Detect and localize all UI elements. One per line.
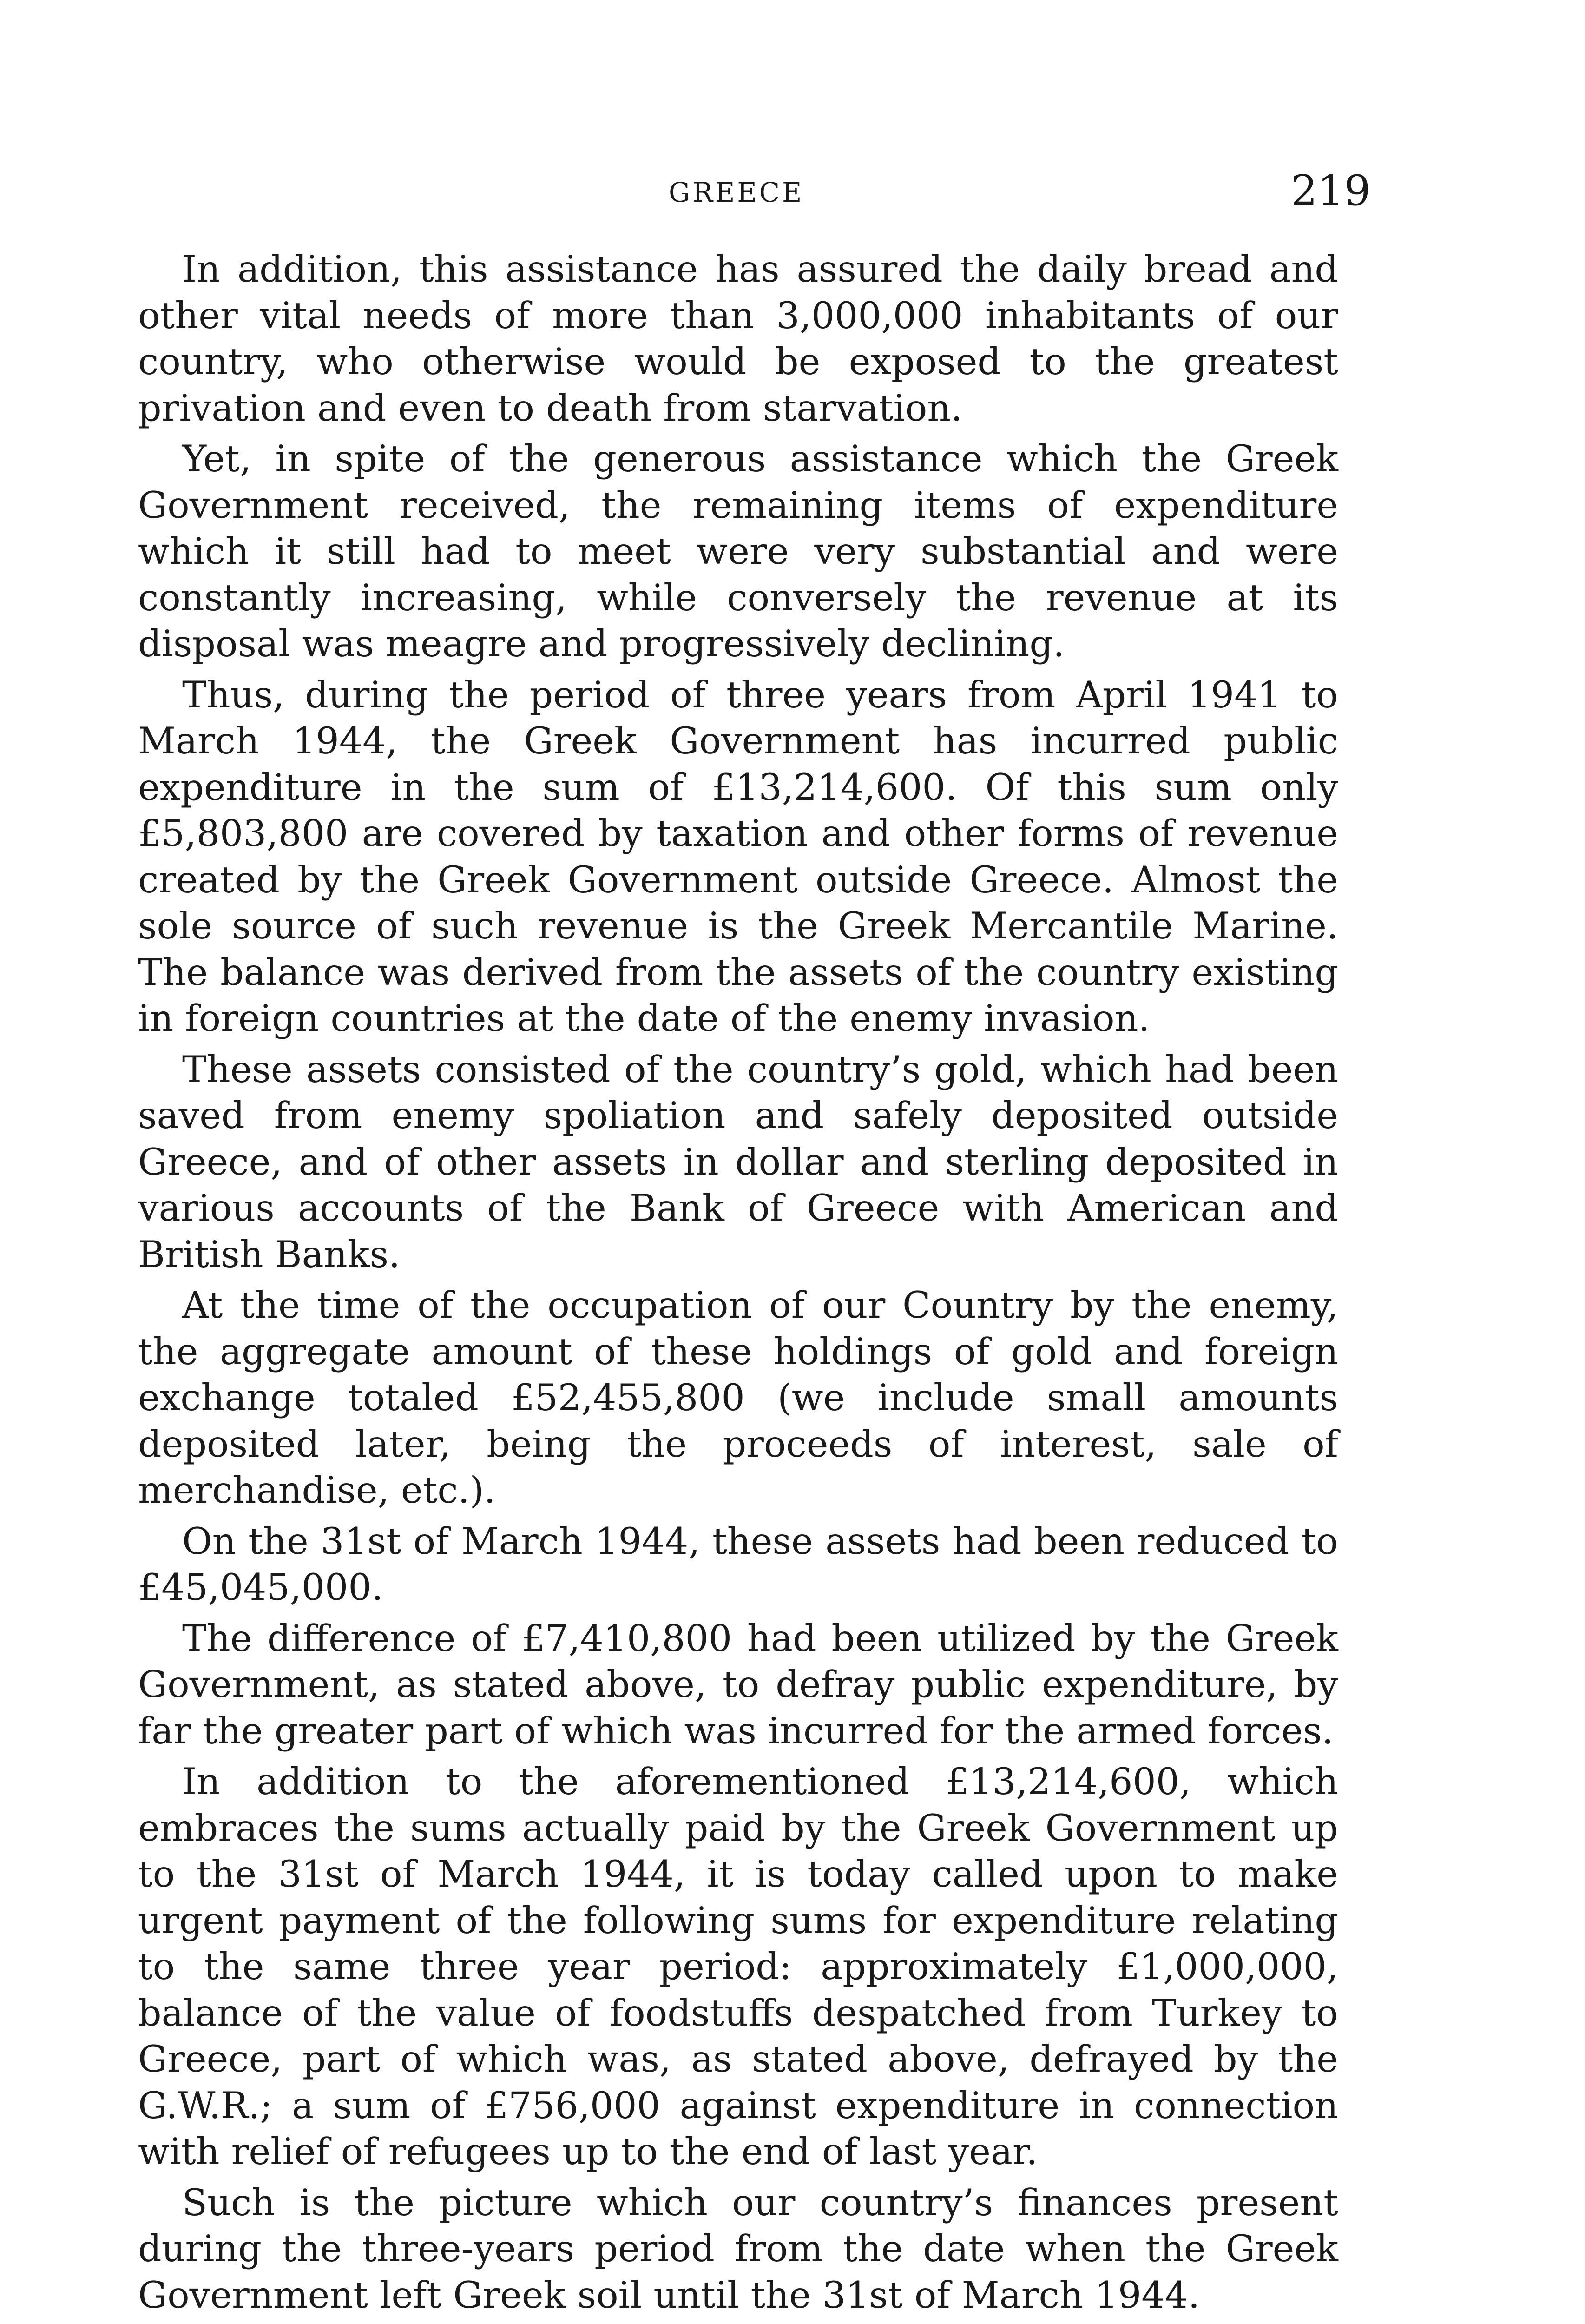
paragraph: These assets consisted of the country’s gold, which had been saved from enemy spoliation and safely deposited outside Greece, and of other assets in dollar and sterling deposited in various accounts of the Bank of Greece with American and British Banks. (138, 1048, 1338, 1276)
paragraph: On the 31st of March 1944, these assets had been reduced to £45,045,000. (138, 1519, 1338, 1609)
paragraph: Thus, during the period of three years from April 1941 to March 1944, the Greek Government has incurred public expenditure in the sum of £13,214,600. Of this sum only £5,803,800 are covered by taxation and other forms of revenue created by the Greek Government outside Greece. Almost the sole source of such revenue is the Greek Mercantile Marine. The balance was derived from the assets of the country existing in foreign countries at the date of the enemy invasion. (138, 673, 1338, 1040)
paragraph: The difference of £7,410,800 had been utilized by the Greek Government, as stated above, to defray public expenditure, by far the greater part of which was incurred for the armed forces. (138, 1617, 1338, 1752)
paragraph: In addition, this assistance has assured the daily bread and other vital needs of more than 3,000,000 inhabitants of our country, who otherwise would be exposed to the greatest privation and even to death from starvation. (138, 248, 1338, 429)
paragraph: Yet, in spite of the generous assistance which the Greek Government received, the remaining items of expenditure which it still had to meet were very substantial and were constantly increasing, while conversely the revenue at its disposal was meagre and progressively declining. (138, 437, 1338, 665)
running-head: GREECE (669, 177, 804, 208)
paragraph: Such is the picture which our country’s finances present during the three-years period from the date when the Greek Government left Greek soil until the 31st of March 1944. (138, 2181, 1338, 2317)
page-number: 219 (1291, 166, 1371, 215)
body-text (138, 246, 1338, 2324)
paragraph: At the time of the occupation of our Country by the enemy, the aggregate amount of these holdings of gold and foreign exchange totaled £52,455,800 (we include small amounts deposited later, being the proceeds of interest, sale of merchandise, etc.). (138, 1284, 1338, 1512)
paragraph: In addition to the aforementioned £13,214,600, which embraces the sums actually paid by the Greek Government up to the 31st of March 1944, it is today called upon to make urgent payment of the following sums for expenditure relating to the same three year period: approximately £1,000,000, balance of the value of foodstuffs despatched from Turkey to Greece, part of which was, as stated above, defrayed by the G.W.R.; a sum of £756,000 against expenditure in connection with relief of refugees up to the end of last year. (138, 1760, 1338, 2173)
